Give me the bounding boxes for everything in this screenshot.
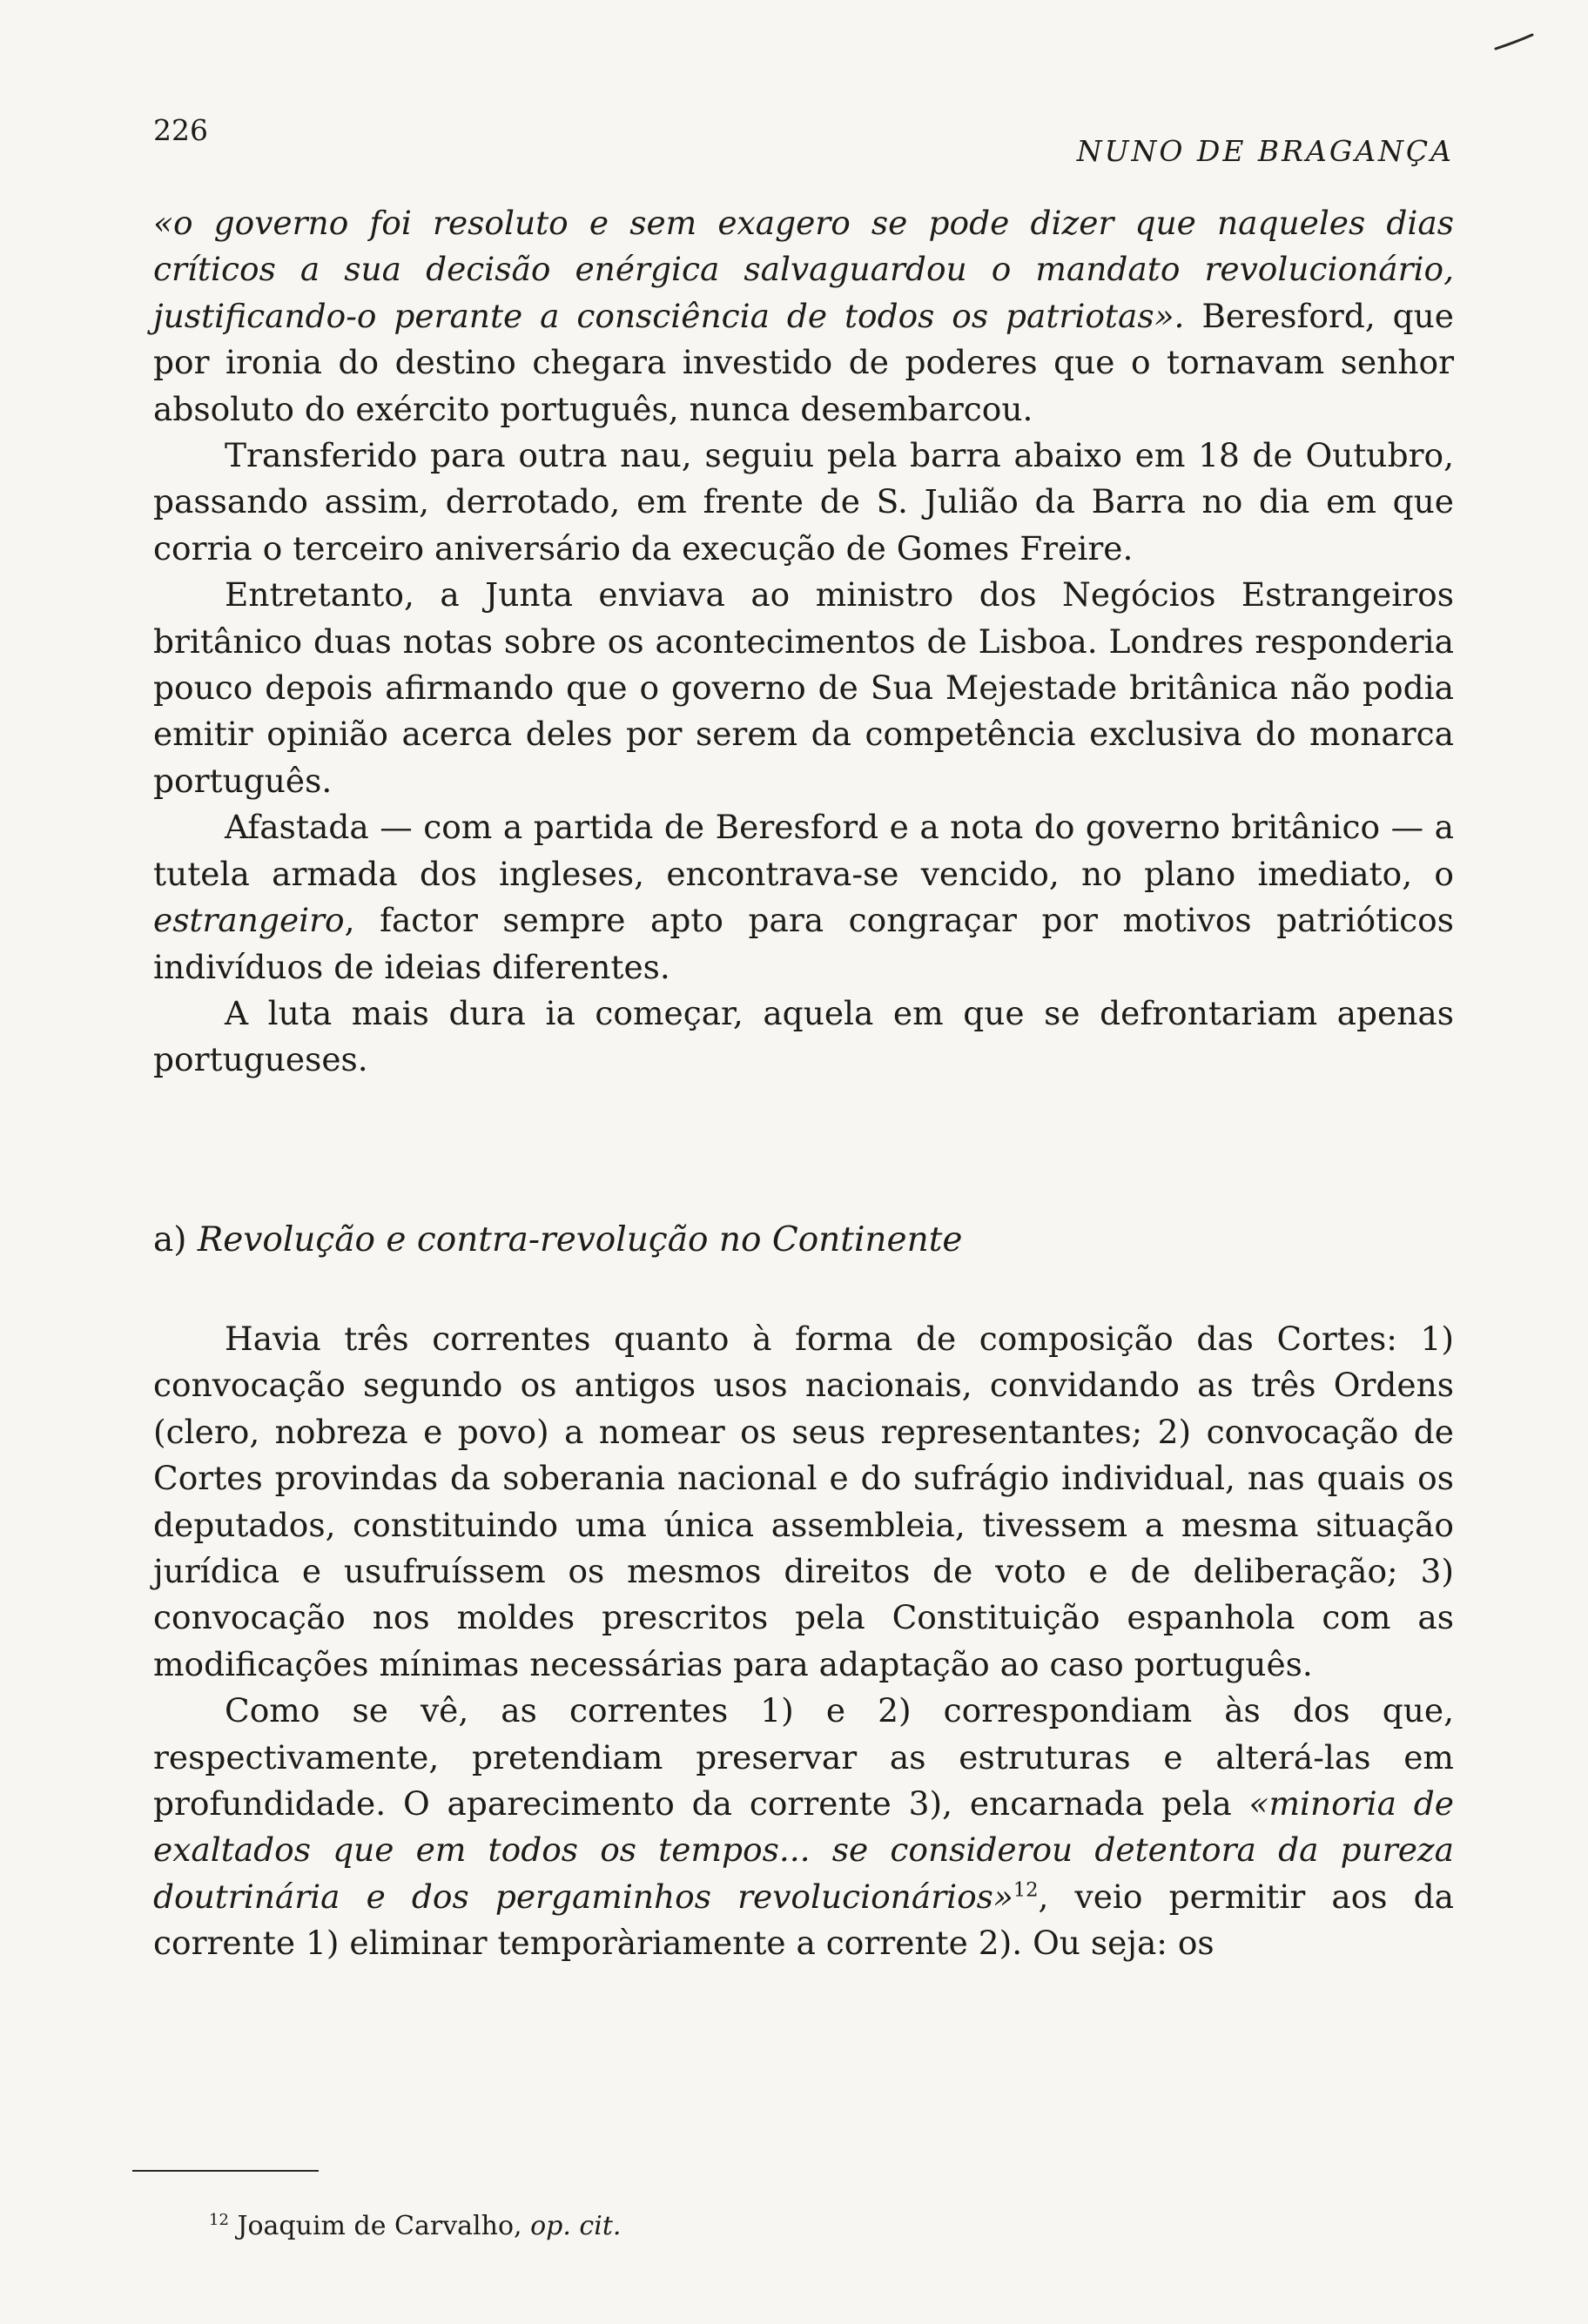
paragraph-como-se-ve — [153, 1688, 1454, 1966]
text-beresford: Beresford, que por ironia do destino chegara investido de poderes que o tornavam senhor absoluto do exército português, nunca desembarcou. — [153, 296, 1454, 428]
quote-minoria: «minoria de exaltados que em todos os tempos... se considerou detentora da pureza doutrinária e dos pergaminhos revolucionários» — [153, 1784, 1454, 1916]
text-como-se-ve-start: Como se vê, as correntes 1) e 2) correspondiam às dos que, respectivamente, pretendiam preservar as estruturas e alterá-las em profundidade. O aparecimento da corrente 3), encarnada pela — [153, 1691, 1454, 1824]
text-afastada-start: Afastada — com a partida de Beresford e a nota do governo britânico — a tutela armada dos ingleses, encontrava-se vencido, no plano imediato, o — [153, 808, 1454, 893]
paragraph-quote-beresford — [153, 200, 1454, 433]
text-afastada-end: , factor sempre apto para congraçar por motivos patrióticos indivíduos de ideias diferentes. — [153, 901, 1454, 986]
paragraph-entretanto: Entretanto, a Junta enviava ao ministro dos Negócios Estrangeiros britânico duas notas sobre os acontecimentos de Lisboa. Londres responderia pouco depois afirmando que o governo de Sua Mejestade britânica não podia emitir opinião acerca deles por serem da competência exclusiva do monarca português. — [153, 575, 1454, 800]
paragraph-luta: A luta mais dura ia começar, aquela em que se defrontariam apenas portugueses. — [153, 993, 1454, 1079]
book-page — [153, 96, 1454, 2272]
footnote-number: 12 — [209, 2211, 229, 2229]
footnote-divider — [132, 2170, 319, 2172]
quote-governo: «o governo foi resoluto e sem exagero se pode dizer que naqueles dias críticos a sua decisão enérgica salvaguardou o mandato revolucionário, justificando-o perante a consciência de todos os patriotas». — [153, 204, 1454, 335]
corner-pen-mark — [1494, 33, 1534, 52]
paragraph-afastada — [153, 804, 1454, 991]
intro-text — [153, 200, 1454, 1084]
page-header — [153, 113, 1454, 168]
page-number: 226 — [153, 113, 208, 147]
italic-estrangeiro: estrangeiro — [153, 901, 345, 940]
footnote-author: Joaquim de Carvalho, — [237, 2211, 531, 2241]
running-head: NUNO DE BRAGANÇA — [1076, 134, 1454, 168]
text-como-se-ve-end: , veio permitir aos da corrente 1) eliminar temporàriamente a corrente 2). Ou seja: os — [153, 1877, 1454, 1963]
paragraph-transferido: Transferido para outra nau, seguiu pela barra abaixo em 18 de Outubro, passando assim, derrotado, em frente de S. Julião da Barra no dia em que corria o terceiro aniversário da execução de Gomes Freire. — [153, 436, 1454, 568]
footnote-citation: op. cit. — [530, 2211, 622, 2241]
paragraph-tres-correntes: Havia três correntes quanto à forma de composição das Cortes: 1) convocação segundo os antigos usos nacionais, convidando as três Ordens (clero, nobreza e povo) a nomear os seus representantes; 2) convocação de Cortes provindas da soberania nacional e do sufrágio individual, nas quais os deputados, constituindo uma única assembleia, tivessem a mesma situação jurídica e usufruíssem os mesmos direitos de voto e de deliberação; 3) convocação nos moldes prescritos pela Constituição espanhola com as modificações mínimas necessárias para adaptação ao caso português. — [153, 1320, 1454, 1683]
footnote — [209, 2211, 621, 2241]
section-heading — [153, 1220, 1454, 1259]
section-title: Revolução e contra-revolução no Continente — [197, 1220, 963, 1259]
footnote-reference: 12 — [1013, 1878, 1039, 1902]
section-text — [153, 1316, 1454, 1967]
section-label: a) — [153, 1220, 187, 1259]
